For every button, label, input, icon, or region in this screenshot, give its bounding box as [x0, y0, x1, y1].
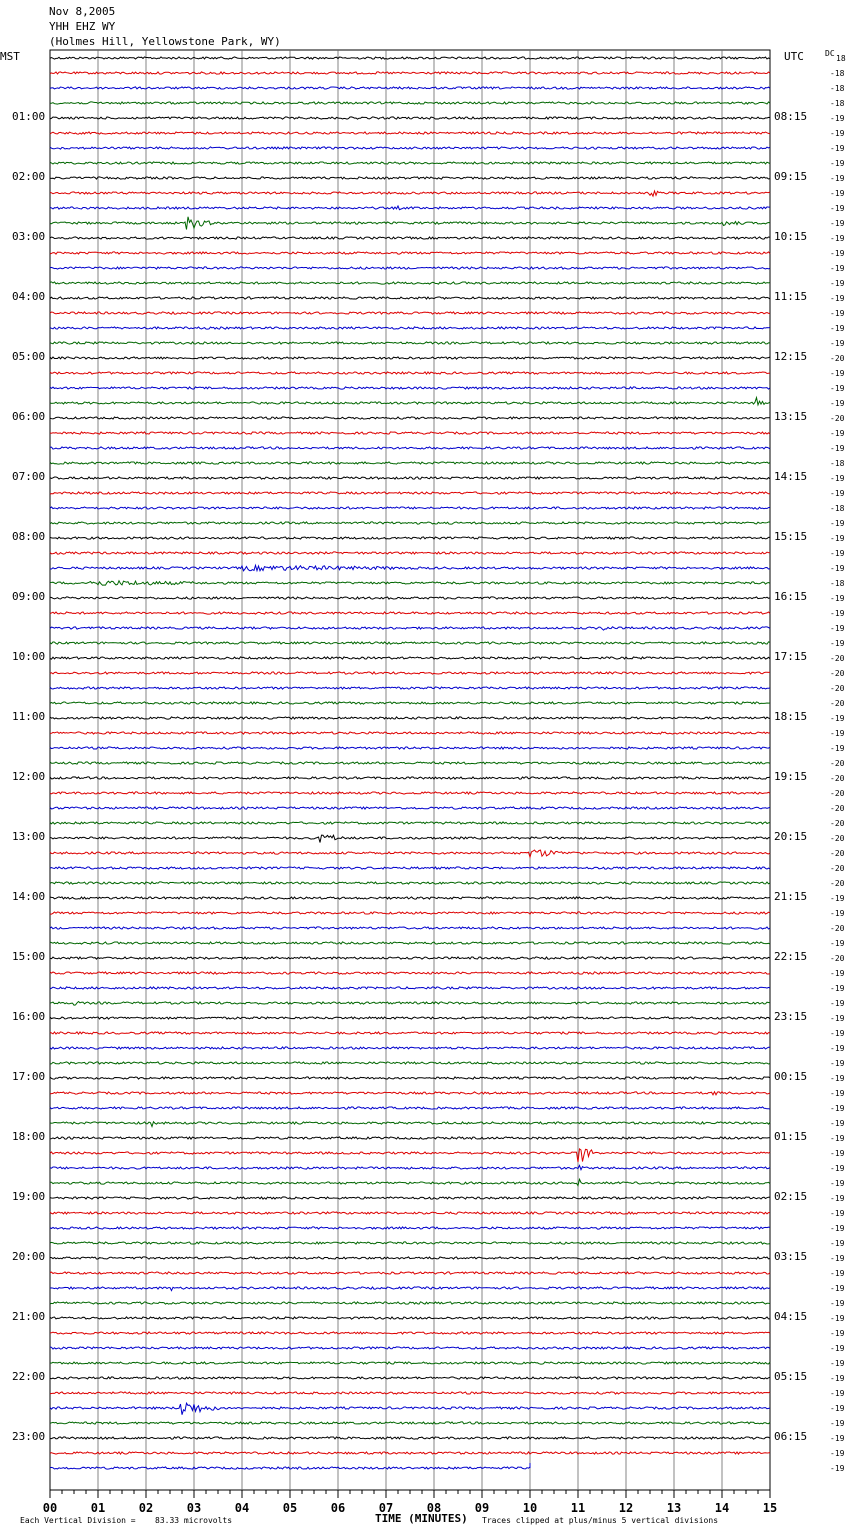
dc-offset-label: -19: [830, 1284, 845, 1293]
left-hour-label: 21:00: [12, 1310, 46, 1323]
dc-offset-label: -19: [830, 1164, 845, 1173]
trace-row: [50, 206, 770, 210]
dc-offset-label: -19: [830, 1089, 845, 1098]
dc-offset-label: -20: [830, 654, 845, 663]
trace-row: [50, 87, 770, 89]
trace-row: [50, 117, 770, 119]
dc-offset-label: -20: [830, 954, 845, 963]
dc-offset-label: -19: [830, 549, 845, 558]
dc-offset-label: -19: [830, 1104, 845, 1113]
trace-row: [50, 282, 770, 284]
trace-row: [50, 327, 770, 329]
trace-row: [50, 1077, 770, 1079]
trace-row: [50, 1032, 770, 1034]
dc-offset-label: -19: [830, 114, 845, 123]
trace-row: [50, 57, 770, 59]
x-tick-label: 11: [570, 1501, 586, 1515]
left-hour-label: 02:00: [12, 170, 46, 183]
trace-row: [50, 835, 770, 842]
trace-row: [50, 1107, 770, 1109]
trace-row: [50, 897, 770, 899]
dc-offset-label: -19: [830, 1404, 845, 1413]
trace-row: [50, 398, 770, 405]
dc-offset-label: -19: [830, 1269, 845, 1278]
dc-offset-label: -20: [830, 684, 845, 693]
trace-row: [50, 537, 770, 539]
clip-note: Traces clipped at plus/minus 5 vertical divisions: [482, 1516, 719, 1525]
dc-offset-label: -19: [830, 1419, 845, 1428]
trace-row: [50, 477, 770, 479]
left-hour-label: 03:00: [12, 230, 46, 243]
dc-offset-label: -18: [830, 99, 845, 108]
left-hour-label: 20:00: [12, 1250, 46, 1263]
trace-row: [50, 1347, 770, 1349]
dc-offset-label: -19: [830, 189, 845, 198]
trace-row: [50, 432, 770, 434]
trace-row: [50, 1257, 770, 1259]
trace-row: [50, 132, 770, 134]
trace-row: [50, 642, 770, 644]
x-tick-label: 10: [522, 1501, 538, 1515]
dc-offset-label: -18: [830, 84, 845, 93]
dc-offset-label: -20: [830, 879, 845, 888]
trace-row: [50, 942, 770, 944]
dc-offset-label: -20: [830, 834, 845, 843]
trace-row: [50, 1179, 770, 1185]
trace-row: [50, 507, 770, 509]
left-hour-label: 18:00: [12, 1130, 46, 1143]
trace-row: [50, 1002, 770, 1006]
x-tick-label: 08: [426, 1501, 442, 1515]
dc-offset-label: -19: [830, 519, 845, 528]
dc-offset-label: -19: [830, 1224, 845, 1233]
dc-offset-label: -19: [830, 489, 845, 498]
trace-row: [50, 297, 770, 299]
trace-row: [50, 1047, 770, 1049]
right-timezone-label: UTC: [784, 50, 804, 63]
left-hour-label: 17:00: [12, 1070, 46, 1083]
dc-offset-label: -19: [830, 1314, 845, 1323]
dc-offset-label: -19: [830, 294, 845, 303]
dc-offset-label: -19: [830, 534, 845, 543]
trace-row: [50, 1165, 770, 1169]
trace-row: [50, 1377, 770, 1379]
dc-offset-label: -19: [830, 1194, 845, 1203]
dc-offset-label: -19: [830, 234, 845, 243]
dc-offset-label: -19: [830, 1449, 845, 1458]
trace-row: [50, 1392, 770, 1394]
right-hour-label: 00:15: [774, 1070, 808, 1083]
right-hour-label: 19:15: [774, 770, 808, 783]
dc-offset-label: -19: [830, 159, 845, 168]
left-hour-label: 19:00: [12, 1190, 46, 1203]
trace-row: [50, 1122, 770, 1127]
trace-row: [50, 1137, 770, 1139]
dc-offset-label: -20: [830, 864, 845, 873]
trace-row: [50, 687, 770, 689]
right-hour-label: 15:15: [774, 530, 808, 543]
dc-offset-label: -19: [830, 324, 845, 333]
x-tick-label: 13: [666, 1501, 682, 1515]
dc-offset-label: -18: [830, 579, 845, 588]
dc-offset-label: -20: [830, 414, 845, 423]
left-hour-label: 05:00: [12, 350, 46, 363]
x-tick-label: 12: [618, 1501, 634, 1515]
left-hour-label: 13:00: [12, 830, 46, 843]
trace-row: [50, 1437, 770, 1439]
trace-row: [50, 792, 770, 794]
x-tick-label: 15: [762, 1501, 778, 1515]
dc-offset-label: -19: [830, 219, 845, 228]
dc-offset-label: -19: [830, 264, 845, 273]
right-hour-label: 18:15: [774, 710, 808, 723]
left-hour-label: 09:00: [12, 590, 46, 603]
dc-offset-label: -19: [830, 1374, 845, 1383]
trace-row: [50, 657, 770, 659]
left-hour-label: 14:00: [12, 890, 46, 903]
left-timezone-label: MST: [0, 50, 20, 63]
x-tick-label: 03: [186, 1501, 202, 1515]
right-hour-label: 20:15: [774, 830, 808, 843]
left-hour-label: 10:00: [12, 650, 46, 663]
trace-row: [50, 807, 770, 809]
scale-value: 83.33 microvolts: [155, 1516, 233, 1525]
x-tick-label: 06: [330, 1501, 346, 1515]
trace-row: [50, 777, 770, 779]
right-hour-label: 10:15: [774, 230, 808, 243]
trace-row: [50, 1302, 770, 1304]
trace-row: [50, 312, 770, 314]
dc-offset-label: -19: [830, 714, 845, 723]
trace-row: [50, 672, 770, 674]
right-hour-label: 08:15: [774, 110, 808, 123]
right-hour-label: 12:15: [774, 350, 808, 363]
trace-row: [50, 342, 770, 344]
x-tick-label: 00: [42, 1501, 58, 1515]
dc-offset-label: -19: [830, 369, 845, 378]
right-hour-label: 03:15: [774, 1250, 808, 1263]
dc-offset-label: -19: [830, 309, 845, 318]
dc-label: DC: [825, 49, 835, 58]
dc-offset-label: -20: [830, 804, 845, 813]
dc-offset-label: -20: [830, 774, 845, 783]
dc-offset-label: -19: [830, 444, 845, 453]
trace-row: [50, 1362, 770, 1364]
dc-offset-label: -19: [830, 999, 845, 1008]
right-hour-label: 06:15: [774, 1430, 808, 1443]
right-hour-label: 05:15: [774, 1370, 808, 1383]
dc-offset-label: -19: [830, 474, 845, 483]
dc-offset-label: -20: [830, 849, 845, 858]
right-hour-label: 09:15: [774, 170, 808, 183]
x-tick-label: 09: [474, 1501, 490, 1515]
x-tick-label: 04: [234, 1501, 250, 1515]
trace-row: [50, 1452, 770, 1454]
trace-row: [50, 581, 770, 585]
dc-offset-label: -19: [830, 1329, 845, 1338]
trace-row: [50, 1242, 770, 1244]
dc-offset-label: -19: [830, 204, 845, 213]
dc-offset-label: -19: [830, 894, 845, 903]
trace-row: [50, 552, 770, 554]
left-hour-label: 12:00: [12, 770, 46, 783]
dc-offset-label: -19: [830, 1254, 845, 1263]
dc-offset-label: -19: [830, 1464, 845, 1473]
dc-offset-label: -19: [830, 1209, 845, 1218]
dc-offset-label: -19: [830, 1119, 845, 1128]
trace-row: [50, 372, 770, 374]
trace-row: [50, 702, 770, 704]
left-hour-label: 08:00: [12, 530, 46, 543]
dc-offset-label: -19: [830, 1044, 845, 1053]
dc-offset-label: -20: [830, 669, 845, 678]
dc-offset-label: -19: [830, 279, 845, 288]
dc-offset-label: -19: [830, 129, 845, 138]
trace-row: [50, 882, 770, 884]
trace-row: [50, 1317, 770, 1319]
dc-offset-label: -20: [830, 354, 845, 363]
trace-row: [50, 927, 770, 929]
station-location: (Holmes Hill, Yellowstone Park, WY): [49, 35, 281, 48]
dc-offset-label: -18: [830, 459, 845, 468]
trace-row: [50, 717, 770, 719]
trace-row: [50, 1403, 770, 1415]
dc-offset-label: -19: [830, 249, 845, 258]
trace-row: [50, 972, 770, 974]
trace-row: [50, 177, 770, 179]
dc-offset-label: -20: [830, 924, 845, 933]
dc-offset-label: -19: [830, 1434, 845, 1443]
dc-offset-label: 18: [836, 54, 846, 63]
left-hour-label: 16:00: [12, 1010, 46, 1023]
dc-offset-label: -19: [830, 429, 845, 438]
dc-offset-label: -19: [830, 1179, 845, 1188]
x-tick-label: 01: [90, 1501, 106, 1515]
trace-row: [50, 957, 770, 959]
dc-offset-label: -19: [830, 1389, 845, 1398]
dc-offset-label: -19: [830, 1074, 845, 1083]
dc-offset-label: -19: [830, 1299, 845, 1308]
dc-offset-label: -19: [830, 969, 845, 978]
dc-offset-label: -19: [830, 144, 845, 153]
trace-row: [50, 1149, 770, 1162]
trace-row: [50, 762, 770, 764]
x-axis-title: TIME (MINUTES): [375, 1512, 468, 1525]
trace-row: [50, 867, 770, 869]
dc-offset-label: -19: [830, 639, 845, 648]
plot-date: Nov 8,2005: [49, 5, 116, 18]
trace-row: [50, 102, 770, 104]
left-hour-label: 15:00: [12, 950, 46, 963]
trace-row: [50, 565, 770, 571]
dc-offset-label: -19: [830, 984, 845, 993]
right-hour-label: 01:15: [774, 1130, 808, 1143]
trace-row: [50, 1092, 770, 1095]
trace-row: [50, 72, 770, 74]
dc-offset-label: -19: [830, 339, 845, 348]
trace-row: [50, 732, 770, 734]
trace-row: [50, 747, 770, 749]
trace-row: [50, 237, 770, 239]
trace-row: [50, 162, 770, 164]
x-tick-label: 05: [282, 1501, 298, 1515]
trace-row: [50, 1287, 770, 1291]
dc-offset-label: -19: [830, 1359, 845, 1368]
trace-row: [50, 1017, 770, 1019]
right-hour-label: 11:15: [774, 290, 808, 303]
trace-row: [50, 822, 770, 824]
dc-offset-label: -19: [830, 729, 845, 738]
dc-offset-label: -18: [830, 69, 845, 78]
x-tick-label: 07: [378, 1501, 394, 1515]
dc-offset-label: -19: [830, 1059, 845, 1068]
dc-offset-label: -19: [830, 1239, 845, 1248]
trace-row: [50, 447, 770, 449]
right-hour-label: 17:15: [774, 650, 808, 663]
left-hour-label: 06:00: [12, 410, 46, 423]
dc-offset-label: -19: [830, 744, 845, 753]
trace-row: [50, 387, 770, 389]
right-hour-label: 13:15: [774, 410, 808, 423]
dc-offset-label: -19: [830, 399, 845, 408]
dc-offset-label: -19: [830, 909, 845, 918]
right-hour-label: 21:15: [774, 890, 808, 903]
trace-row: [50, 252, 770, 254]
trace-row: [50, 612, 770, 614]
trace-row: [50, 627, 770, 630]
trace-row: [50, 1422, 770, 1424]
trace-row: [50, 1062, 770, 1064]
trace-row: [50, 147, 770, 149]
dc-offset-label: -19: [830, 624, 845, 633]
trace-row: [50, 1272, 770, 1274]
trace-row: [50, 1212, 770, 1214]
right-hour-label: 14:15: [774, 470, 808, 483]
trace-row: [50, 417, 770, 419]
dc-offset-label: -19: [830, 1344, 845, 1353]
left-hour-label: 22:00: [12, 1370, 46, 1383]
dc-offset-label: -19: [830, 1134, 845, 1143]
dc-offset-label: -19: [830, 174, 845, 183]
left-hour-label: 11:00: [12, 710, 46, 723]
dc-offset-label: -19: [830, 1029, 845, 1038]
right-hour-label: 02:15: [774, 1190, 808, 1203]
dc-offset-label: -20: [830, 759, 845, 768]
right-hour-label: 04:15: [774, 1310, 808, 1323]
trace-row: [50, 217, 770, 230]
dc-offset-label: -18: [830, 504, 845, 513]
dc-offset-label: -20: [830, 819, 845, 828]
dc-offset-label: -19: [830, 384, 845, 393]
trace-row: [50, 492, 770, 494]
dc-offset-label: -19: [830, 609, 845, 618]
trace-row: [50, 850, 770, 857]
trace-row: [50, 987, 770, 989]
trace-row: [50, 912, 770, 914]
dc-offset-label: -19: [830, 564, 845, 573]
scale-label: Each Vertical Division =: [20, 1516, 136, 1525]
plot-frame: [50, 50, 770, 1490]
trace-row: [50, 1332, 770, 1334]
dc-offset-label: -20: [830, 789, 845, 798]
trace-row: [50, 522, 770, 524]
trace-row: [50, 1197, 770, 1199]
x-tick-label: 02: [138, 1501, 154, 1515]
left-hour-label: 07:00: [12, 470, 46, 483]
trace-row: [50, 1227, 770, 1229]
right-hour-label: 23:15: [774, 1010, 808, 1023]
right-hour-label: 22:15: [774, 950, 808, 963]
x-tick-label: 14: [714, 1501, 730, 1515]
left-hour-label: 23:00: [12, 1430, 46, 1443]
right-hour-label: 16:15: [774, 590, 808, 603]
dc-offset-label: -19: [830, 1014, 845, 1023]
trace-row: [50, 357, 770, 359]
dc-offset-label: -19: [830, 939, 845, 948]
left-hour-label: 01:00: [12, 110, 46, 123]
dc-offset-label: -20: [830, 699, 845, 708]
trace-row: [50, 597, 770, 599]
trace-row: [50, 462, 770, 464]
dc-offset-label: -19: [830, 1149, 845, 1158]
dc-offset-label: -19: [830, 594, 845, 603]
left-hour-label: 04:00: [12, 290, 46, 303]
station-code: YHH EHZ WY: [49, 20, 116, 33]
trace-row: [50, 191, 770, 196]
trace-row: [50, 267, 770, 269]
